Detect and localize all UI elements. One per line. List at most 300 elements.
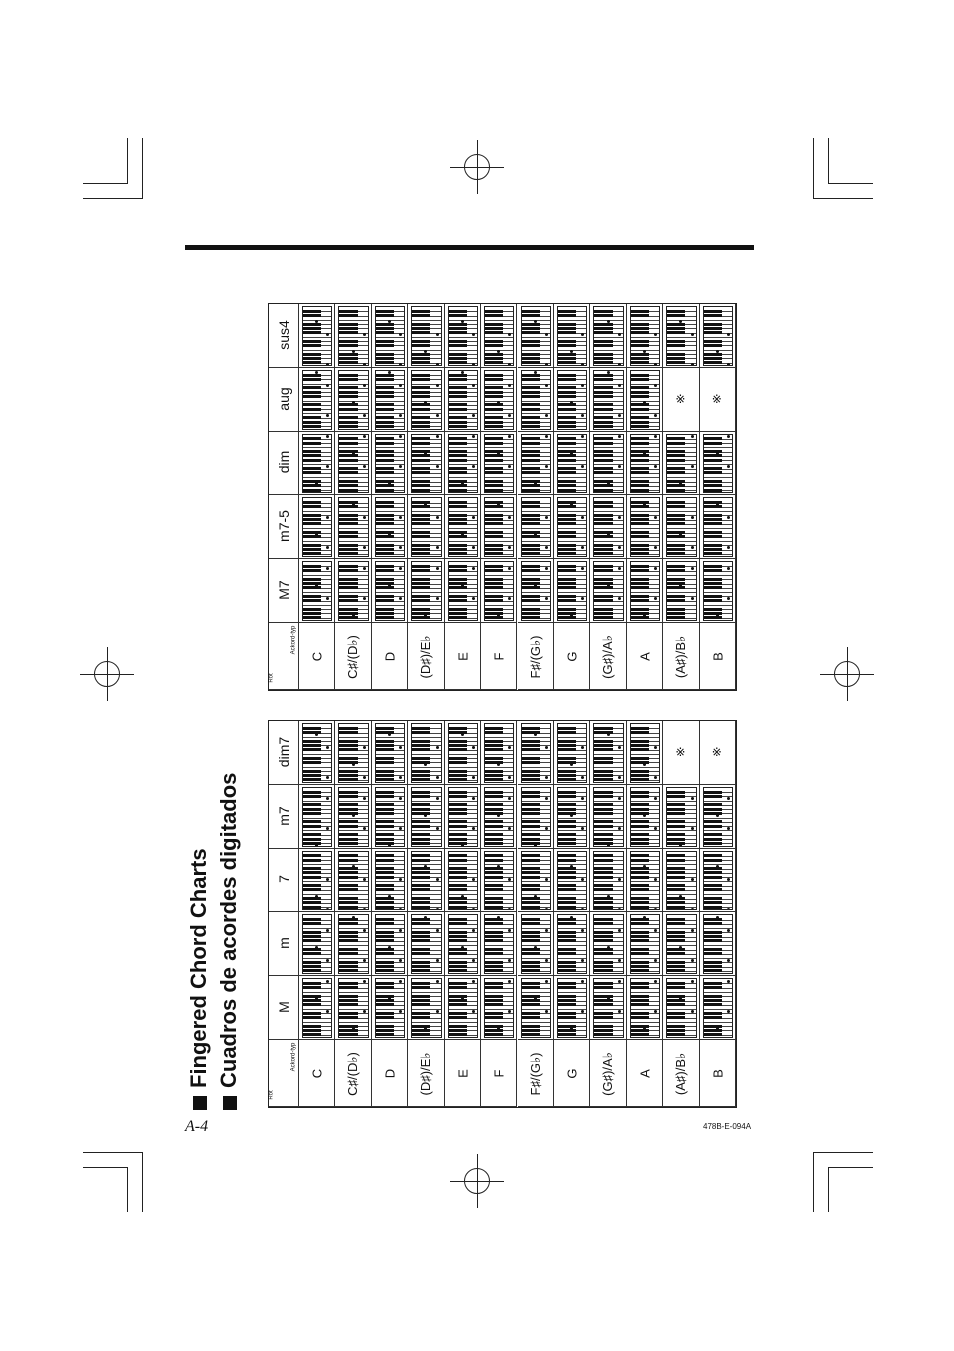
chord-diagram-cell: [518, 721, 554, 785]
black-key: [412, 854, 430, 857]
black-key: [449, 939, 467, 942]
finger-position-dot: [581, 546, 584, 549]
black-key: [339, 531, 357, 534]
black-key: [631, 374, 649, 377]
black-key: [376, 548, 394, 551]
black-key: [558, 961, 576, 964]
black-key: [631, 612, 649, 615]
finger-position-dot: [363, 746, 366, 749]
white-key-divider: [339, 337, 367, 338]
black-key: [704, 825, 722, 828]
white-key-divider: [558, 541, 586, 542]
black-key: [704, 876, 722, 879]
keyboard-diagram: [302, 306, 332, 366]
finger-position-dot: [654, 567, 657, 570]
black-key: [522, 939, 540, 942]
black-key: [376, 982, 394, 985]
white-key-divider: [522, 767, 550, 768]
black-key: [339, 340, 357, 343]
black-key: [667, 310, 685, 313]
black-key: [449, 833, 467, 836]
black-key: [558, 395, 576, 398]
white-key-divider: [485, 767, 513, 768]
black-key: [412, 569, 430, 572]
black-key: [631, 770, 649, 773]
black-key: [667, 833, 685, 836]
black-key: [485, 999, 503, 1002]
black-key: [704, 505, 722, 508]
white-key-divider: [376, 605, 404, 606]
black-key: [412, 791, 430, 794]
white-key-divider: [376, 737, 404, 738]
black-key: [704, 331, 722, 334]
black-key: [704, 450, 722, 453]
black-key: [376, 952, 394, 955]
black-key: [594, 395, 612, 398]
black-key: [594, 616, 612, 619]
white-key-divider: [704, 320, 732, 321]
chord-type-label: 7: [276, 875, 292, 884]
black-key: [704, 1003, 722, 1006]
black-key: [339, 361, 357, 364]
black-key: [558, 1016, 576, 1019]
black-key: [376, 459, 394, 462]
chord-diagram-cell: [445, 976, 481, 1040]
black-key: [303, 489, 321, 492]
finger-position-dot: [545, 384, 548, 387]
finger-position-dot: [691, 908, 694, 911]
finger-position-dot: [654, 414, 657, 417]
black-key: [449, 731, 467, 734]
black-key: [303, 505, 321, 508]
white-key-divider: [594, 767, 622, 768]
keyboard-diagram: [557, 914, 587, 974]
black-key: [376, 489, 394, 492]
black-key: [594, 986, 612, 989]
black-key: [558, 548, 576, 551]
black-key: [339, 544, 357, 547]
finger-position-dot: [326, 435, 329, 438]
black-key: [522, 586, 540, 589]
finger-position-dot: [508, 333, 511, 336]
finger-position-dot: [570, 763, 573, 766]
chord-diagram-cell: [408, 912, 444, 976]
black-key: [485, 986, 503, 989]
black-key: [522, 386, 540, 389]
black-key: [667, 825, 685, 828]
black-key: [594, 1003, 612, 1006]
black-key: [704, 518, 722, 521]
black-key: [449, 408, 467, 411]
black-key: [339, 327, 357, 330]
chord-diagram-cell: [627, 495, 663, 559]
white-key-divider: [522, 992, 550, 993]
white-key-divider: [667, 350, 695, 351]
black-key: [522, 982, 540, 985]
finger-position-dot: [607, 533, 610, 536]
white-key-divider: [631, 605, 659, 606]
black-key: [412, 408, 430, 411]
keyboard-diagram: [557, 787, 587, 847]
finger-position-dot: [581, 827, 584, 830]
black-key: [412, 484, 430, 487]
black-key: [412, 471, 430, 474]
black-key: [412, 833, 430, 836]
white-key-divider: [412, 605, 440, 606]
black-key: [522, 421, 540, 424]
black-key: [449, 906, 467, 909]
finger-position-dot: [363, 567, 366, 570]
black-key: [631, 757, 649, 760]
white-key-divider: [339, 511, 367, 512]
finger-position-dot: [534, 895, 537, 898]
black-key: [412, 442, 430, 445]
black-key: [376, 374, 394, 377]
white-key-divider: [631, 320, 659, 321]
black-key: [303, 961, 321, 964]
black-key: [594, 931, 612, 934]
white-key-divider: [558, 818, 586, 819]
black-key: [376, 948, 394, 951]
black-key: [485, 867, 503, 870]
black-key: [594, 344, 612, 347]
black-key: [485, 548, 503, 551]
keyboard-diagram: [411, 497, 441, 557]
white-key-divider: [667, 575, 695, 576]
black-key: [376, 838, 394, 841]
black-key: [704, 859, 722, 862]
chord-diagram-cell: [299, 721, 335, 785]
black-key: [339, 416, 357, 419]
black-key: [704, 442, 722, 445]
chord-diagram-cell: [481, 432, 517, 496]
root-cell: [445, 1040, 481, 1107]
black-key: [376, 454, 394, 457]
black-key: [704, 999, 722, 1002]
black-key: [704, 939, 722, 942]
finger-position-dot: [545, 567, 548, 570]
black-key: [339, 888, 357, 891]
white-key-divider: [412, 767, 440, 768]
finger-position-dot: [436, 567, 439, 570]
finger-position-dot: [436, 776, 439, 779]
black-key: [412, 586, 430, 589]
white-key-divider: [667, 818, 695, 819]
black-key: [631, 935, 649, 938]
black-key: [339, 471, 357, 474]
white-key-divider: [485, 992, 513, 993]
white-key-divider: [485, 605, 513, 606]
black-key: [412, 391, 430, 394]
keyboard-diagram: [484, 306, 514, 366]
white-key-divider: [485, 881, 513, 882]
black-key: [376, 522, 394, 525]
finger-position-dot: [679, 844, 682, 847]
finger-position-dot: [643, 1027, 646, 1030]
black-key: [522, 859, 540, 862]
keyboard-diagram: [484, 497, 514, 557]
black-key: [667, 582, 685, 585]
black-key: [558, 450, 576, 453]
finger-position-dot: [326, 465, 329, 468]
black-key: [376, 770, 394, 773]
chord-diagram-cell: [590, 559, 626, 623]
chord-diagram-cell: [554, 721, 590, 785]
finger-position-dot: [534, 533, 537, 536]
white-key-divider: [631, 894, 659, 895]
finger-position-dot: [508, 567, 511, 570]
black-key: [339, 1016, 357, 1019]
chord-diagram-cell: [335, 432, 371, 496]
white-key-divider: [594, 864, 622, 865]
chord-type-cell: [269, 432, 299, 496]
finger-position-dot: [716, 814, 719, 817]
root-label: F: [491, 652, 507, 660]
white-key-divider: [667, 511, 695, 512]
finger-position-dot: [436, 1010, 439, 1013]
finger-position-dot: [654, 980, 657, 983]
chord-diagram-cell: [299, 976, 335, 1040]
black-key: [376, 833, 394, 836]
black-key: [412, 437, 430, 440]
black-key: [667, 906, 685, 909]
finger-position-dot: [352, 814, 355, 817]
black-key: [412, 416, 430, 419]
white-key-divider: [594, 605, 622, 606]
keyboard-diagram: [448, 851, 478, 911]
black-key: [594, 544, 612, 547]
finger-position-dot: [326, 1010, 329, 1013]
finger-position-dot: [570, 814, 573, 817]
black-key: [558, 522, 576, 525]
black-key: [485, 565, 503, 568]
black-key: [339, 795, 357, 798]
black-key: [704, 595, 722, 598]
black-key: [704, 842, 722, 845]
root-cell: [700, 1040, 736, 1107]
black-key: [704, 1012, 722, 1015]
black-key: [376, 552, 394, 555]
black-key: [485, 374, 503, 377]
black-key: [303, 599, 321, 602]
finger-position-dot: [618, 333, 621, 336]
white-key-divider: [339, 818, 367, 819]
black-key: [704, 1029, 722, 1032]
finger-position-dot: [399, 746, 402, 749]
black-key: [667, 791, 685, 794]
black-key: [449, 340, 467, 343]
black-key: [376, 442, 394, 445]
black-key: [485, 323, 503, 326]
finger-position-dot: [508, 435, 511, 438]
keyboard-diagram: [666, 787, 696, 847]
black-key: [412, 522, 430, 525]
black-key: [449, 969, 467, 972]
black-key: [558, 323, 576, 326]
keyboard-diagram: [484, 978, 514, 1038]
black-key: [339, 778, 357, 781]
finger-position-dot: [472, 414, 475, 417]
white-key-divider: [303, 401, 331, 402]
black-key: [631, 378, 649, 381]
black-key: [594, 454, 612, 457]
finger-position-dot: [436, 980, 439, 983]
black-key: [522, 361, 540, 364]
black-key: [558, 544, 576, 547]
black-key: [522, 744, 540, 747]
black-key: [631, 748, 649, 751]
finger-position-dot: [399, 363, 402, 366]
black-key: [376, 544, 394, 547]
black-key: [376, 467, 394, 470]
chord-diagram-cell: [627, 304, 663, 368]
black-key: [303, 582, 321, 585]
black-key: [594, 842, 612, 845]
white-key-divider: [485, 477, 513, 478]
black-key: [485, 931, 503, 934]
black-key: [667, 952, 685, 955]
black-key: [522, 582, 540, 585]
white-key-divider: [522, 592, 550, 593]
black-key: [558, 327, 576, 330]
black-key: [704, 812, 722, 815]
black-key: [704, 791, 722, 794]
finger-position-dot: [508, 776, 511, 779]
black-key: [522, 565, 540, 568]
black-key: [485, 599, 503, 602]
black-key: [667, 901, 685, 904]
black-key: [339, 761, 357, 764]
black-key: [303, 859, 321, 862]
white-key-divider: [558, 830, 586, 831]
black-key: [631, 1012, 649, 1015]
black-key: [594, 820, 612, 823]
black-key: [412, 378, 430, 381]
black-key: [449, 421, 467, 424]
finger-position-dot: [581, 959, 584, 962]
keyboard-diagram: [593, 787, 623, 847]
finger-position-dot: [545, 465, 548, 468]
chord-diagram-cell: [335, 559, 371, 623]
chord-diagram-cell: [299, 559, 335, 623]
finger-position-dot: [399, 878, 402, 881]
finger-position-dot: [545, 1010, 548, 1013]
black-key: [594, 450, 612, 453]
black-key: [449, 770, 467, 773]
finger-position-dot: [618, 384, 621, 387]
white-key-divider: [449, 818, 477, 819]
black-key: [303, 1012, 321, 1015]
keyboard-diagram: [448, 787, 478, 847]
chord-diagram-cell: [445, 432, 481, 496]
finger-position-dot: [326, 878, 329, 881]
black-key: [522, 854, 540, 857]
black-key: [631, 471, 649, 474]
black-key: [631, 871, 649, 874]
black-key: [558, 740, 576, 743]
white-key-divider: [376, 541, 404, 542]
root-label: B: [710, 651, 726, 661]
white-key-divider: [522, 337, 550, 338]
white-key-divider: [303, 337, 331, 338]
finger-position-dot: [691, 546, 694, 549]
black-key: [631, 578, 649, 581]
black-key: [667, 314, 685, 317]
chord-diagram-cell: [518, 785, 554, 849]
white-key-divider: [412, 320, 440, 321]
finger-position-dot: [618, 1010, 621, 1013]
rot-label: Rot: [268, 1090, 275, 1100]
chord-diagram-cell: [335, 304, 371, 368]
finger-position-dot: [618, 546, 621, 549]
finger-position-dot: [654, 878, 657, 881]
finger-position-dot: [508, 827, 511, 830]
black-key: [594, 403, 612, 406]
finger-position-dot: [534, 584, 537, 587]
chord-diagram-cell: [700, 785, 736, 849]
black-key: [667, 939, 685, 942]
chord-diagram-cell: [335, 495, 371, 559]
black-key: [485, 952, 503, 955]
black-key: [522, 838, 540, 841]
black-key: [339, 961, 357, 964]
black-key: [667, 548, 685, 551]
root-label: A: [637, 1068, 653, 1078]
black-key: [485, 778, 503, 781]
black-key: [303, 416, 321, 419]
black-key: [631, 795, 649, 798]
finger-position-dot: [691, 797, 694, 800]
black-key: [412, 403, 430, 406]
black-key: [485, 344, 503, 347]
finger-position-dot: [545, 333, 548, 336]
finger-position-dot: [545, 959, 548, 962]
finger-position-dot: [581, 384, 584, 387]
black-key: [412, 1029, 430, 1032]
black-key: [376, 842, 394, 845]
keyboard-diagram: [411, 306, 441, 366]
chord-type-cell: [269, 368, 299, 432]
black-key: [449, 552, 467, 555]
keyboard-diagram: [703, 978, 733, 1038]
black-key: [412, 961, 430, 964]
black-key: [631, 999, 649, 1002]
black-key: [303, 378, 321, 381]
black-key: [485, 454, 503, 457]
keyboard-diagram: [302, 561, 332, 621]
black-key: [449, 757, 467, 760]
chord-diagram-cell: [481, 559, 517, 623]
white-key-divider: [376, 401, 404, 402]
black-key: [631, 939, 649, 942]
black-key: [522, 442, 540, 445]
black-key: [485, 757, 503, 760]
black-key: [522, 906, 540, 909]
black-key: [485, 340, 503, 343]
page-number: A-4: [185, 1118, 209, 1135]
black-key: [412, 518, 430, 521]
black-key: [631, 599, 649, 602]
black-key: [485, 918, 503, 921]
black-key: [412, 608, 430, 611]
black-key: [412, 986, 430, 989]
black-key: [667, 935, 685, 938]
white-key-divider: [704, 447, 732, 448]
finger-position-dot: [399, 414, 402, 417]
black-key: [558, 727, 576, 730]
finger-position-dot: [508, 414, 511, 417]
black-key: [522, 1033, 540, 1036]
